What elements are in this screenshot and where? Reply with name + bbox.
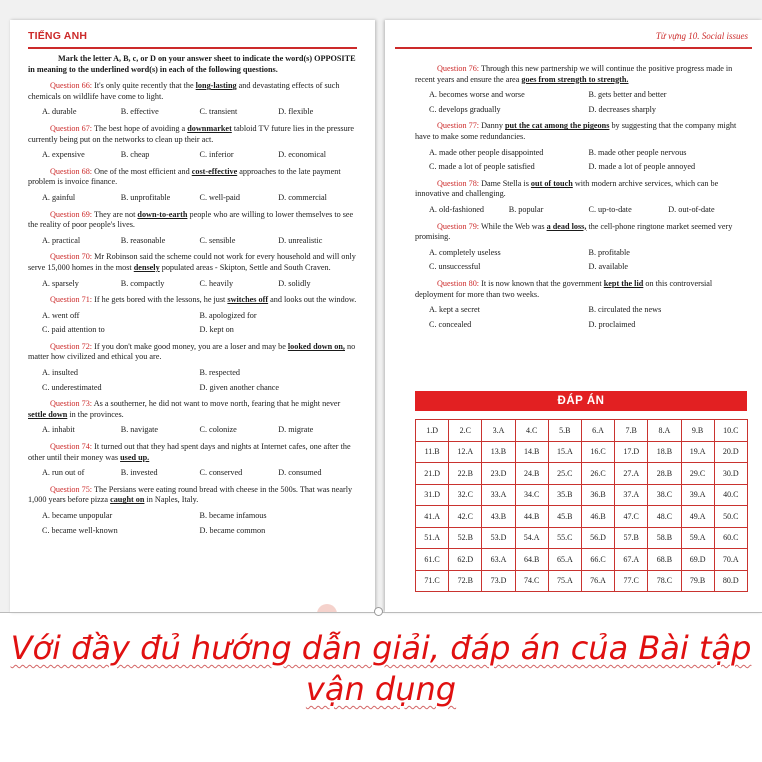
answer-cell: 55.C [548, 527, 581, 549]
question-stem: They are not [93, 209, 136, 219]
question-number: Question 77: [437, 121, 480, 131]
answer-row [416, 420, 748, 442]
option-d[interactable]: D. flexible [278, 107, 314, 117]
question-stem: It's only quite recently that the [94, 81, 194, 91]
option-d[interactable]: D. unrealistic [278, 235, 323, 245]
answer-cell: 76.A [581, 570, 614, 592]
answer-cell: 68.B [648, 549, 681, 571]
question-stem: It is now known that the government [481, 278, 602, 288]
question-item [415, 179, 748, 216]
answer-cell: 65.A [548, 549, 581, 571]
answer-cell: 6.A [581, 420, 614, 442]
answer-cell: 49.A [681, 506, 714, 528]
promo-caption: Với đầy đủ hướng dẫn giải, đáp án của Bài tập vận dụng [10, 629, 752, 708]
question-stem: Dame Stella is [481, 178, 529, 188]
answer-cell: 4.C [515, 420, 548, 442]
question-item [415, 279, 748, 330]
question-item [28, 295, 357, 336]
option-b[interactable]: B. apologized for [199, 310, 257, 320]
question-number: Question 68: [50, 166, 93, 176]
underlined-target: densely [133, 262, 160, 272]
answer-options [28, 193, 357, 204]
underlined-target: goes from strength to strength. [521, 74, 629, 84]
option-c[interactable]: C. up-to-date [588, 204, 632, 214]
option-a[interactable]: A. run out of [42, 468, 85, 478]
question-stem: If he gets bored with the lessons, he just [94, 295, 226, 305]
option-a[interactable]: A. inhabit [42, 425, 75, 435]
option-d[interactable]: D. solidly [278, 278, 311, 288]
answer-cell: 33.A [482, 484, 515, 506]
answer-cell: 53.D [482, 527, 515, 549]
option-c[interactable]: C. underestimated [42, 382, 102, 392]
option-a[interactable]: A. kept a secret [429, 305, 480, 315]
answer-cell: 44.B [515, 506, 548, 528]
option-d[interactable]: D. proclaimed [588, 319, 636, 329]
answer-cell: 32.C [449, 484, 482, 506]
answer-cell: 19.A [681, 441, 714, 463]
question-number: Question 69: [50, 209, 93, 219]
question-text [415, 179, 748, 200]
answer-row [416, 570, 748, 592]
answer-cell: 63.A [482, 549, 515, 571]
question-text [415, 64, 748, 85]
option-a[interactable]: A. became unpopular [42, 511, 113, 520]
option-a[interactable]: A. made other people disappointed [429, 147, 544, 157]
option-b[interactable]: B. navigate [120, 425, 159, 435]
option-a[interactable]: A. gainful [42, 192, 76, 202]
answer-cell: 1.D [416, 420, 449, 442]
question-stem-end: populated areas - Skipton, Settle and South Craven. [161, 262, 331, 272]
answer-key-table [415, 419, 748, 592]
option-d[interactable]: D. available [588, 262, 629, 272]
question-stem-end: the cell-phone ringtone market seemed very promising. [415, 221, 733, 242]
answer-options [415, 248, 748, 273]
question-text [415, 222, 748, 243]
underlined-target: kept the lid [603, 278, 644, 288]
answer-cell: 42.C [449, 506, 482, 528]
option-a[interactable]: A. old-fashioned [429, 204, 485, 214]
question-item [415, 64, 748, 115]
question-stem: As a southerner, he did not want to move north, fearing that he might never [93, 399, 341, 409]
question-item [28, 342, 357, 393]
answer-cell: 12.A [449, 441, 482, 463]
question-item [28, 210, 357, 247]
question-text [28, 124, 357, 145]
option-c[interactable]: C. transient [199, 107, 238, 117]
question-item [28, 252, 357, 289]
option-a[interactable]: A. went off [42, 310, 80, 320]
question-list [28, 81, 357, 536]
question-stem: Danny [481, 121, 503, 131]
answer-cell: 40.C [714, 484, 747, 506]
header-rule [395, 47, 752, 49]
question-text [28, 81, 357, 102]
option-a[interactable]: A. durable [42, 107, 77, 117]
answer-cell: 69.D [681, 549, 714, 571]
option-d[interactable]: D. decreases sharply [588, 104, 657, 114]
header-rule [28, 47, 357, 49]
option-b[interactable]: B. respected [199, 368, 240, 378]
underlined-target: settle down [28, 409, 68, 419]
underlined-target: a dead loss, [546, 221, 587, 231]
answer-cell: 67.A [615, 549, 648, 571]
option-d[interactable]: D. given another chance [199, 382, 280, 392]
option-b[interactable]: B. circulated the news [588, 305, 662, 315]
answer-options [28, 236, 357, 247]
answer-options [28, 368, 357, 393]
answer-options [28, 107, 357, 118]
answer-cell: 50.C [714, 506, 747, 528]
question-stem-end: tabloid TV future lies in the pressure currently being put on the networks to clean up their act. [28, 123, 355, 144]
option-a[interactable]: A. expensive [42, 150, 85, 160]
answer-cell: 70.A [714, 549, 747, 571]
answer-options [28, 311, 357, 336]
underlined-target: put the cat among the pigeons [505, 121, 610, 131]
option-c[interactable]: C. inferior [199, 150, 234, 160]
answer-options [28, 511, 357, 536]
underlined-target: out of touch [530, 178, 573, 188]
question-stem: One of the most efficient and [94, 166, 190, 176]
question-item [415, 121, 748, 172]
option-b[interactable]: B. invested [120, 468, 158, 478]
answer-key-heading: ĐÁP ÁN [415, 391, 747, 411]
option-c[interactable]: C. concealed [429, 319, 472, 329]
question-text [28, 485, 357, 506]
question-stem-end: approaches to the late payment problem is invoice finance. [28, 166, 341, 187]
question-number: Question 66: [50, 81, 93, 91]
question-number: Question 67: [50, 123, 93, 133]
answer-cell: 64.B [515, 549, 548, 571]
instructions: Mark the letter A, B, c, or D on your answer sheet to indicate the word(s) OPPOSITE in meaning to the underlined word(s) in each of the following questions. [28, 54, 356, 74]
option-b[interactable]: B. unprofitable [120, 192, 171, 202]
left-page-content [28, 54, 357, 536]
question-item [28, 442, 357, 479]
answer-cell: 11.B [416, 441, 449, 463]
answer-cell: 8.A [648, 420, 681, 442]
question-stem: While the Web was [480, 221, 545, 231]
underlined-target: used up. [120, 452, 150, 462]
question-number: Question 75: [50, 484, 93, 494]
option-b[interactable]: B. cheap [120, 150, 150, 160]
answer-options [28, 468, 357, 479]
question-stem: The Persians were eating round bread with cheese in the 500s. That was nearly 1,000 years before pizza [28, 484, 353, 505]
answer-cell: 26.C [581, 463, 614, 485]
underlined-target: cost-effective [191, 166, 238, 176]
question-number: Question 71: [50, 295, 93, 305]
question-text [28, 442, 357, 463]
question-number: Question 80: [437, 278, 480, 288]
underlined-target: down-to-earth [137, 209, 188, 219]
answer-cell: 77.C [615, 570, 648, 592]
option-d[interactable]: D. economical [278, 150, 326, 160]
option-b[interactable]: B. gets better and better [588, 90, 667, 100]
answer-options [415, 90, 748, 115]
answer-cell: 59.A [681, 527, 714, 549]
option-b[interactable]: B. reasonable [120, 235, 166, 245]
answer-cell: 80.D [714, 570, 747, 592]
answer-cell: 78.C [648, 570, 681, 592]
logo-watermark-icon [317, 604, 337, 612]
answer-cell: 56.D [581, 527, 614, 549]
answer-cell: 60.C [714, 527, 747, 549]
right-page [385, 20, 762, 612]
answer-cell: 58.B [648, 527, 681, 549]
answer-row [416, 484, 748, 506]
option-b[interactable]: B. effective [120, 107, 159, 117]
option-a[interactable]: A. practical [42, 235, 81, 245]
answer-cell: 30.D [714, 463, 747, 485]
answer-cell: 17.D [615, 441, 648, 463]
answer-cell: 45.B [548, 506, 581, 528]
answer-cell: 46.B [581, 506, 614, 528]
option-c[interactable]: C. conserved [199, 468, 243, 478]
answer-cell: 36.B [581, 484, 614, 506]
answer-cell: 52.B [449, 527, 482, 549]
answer-cell: 37.A [615, 484, 648, 506]
answer-cell: 13.B [482, 441, 515, 463]
option-c[interactable]: C. colonize [199, 425, 237, 435]
answer-cell: 75.A [548, 570, 581, 592]
option-c[interactable]: C. develops gradually [429, 104, 501, 114]
answer-cell: 61.C [416, 549, 449, 571]
question-text [28, 295, 357, 306]
answer-cell: 35.B [548, 484, 581, 506]
underlined-target: looked down on, [287, 341, 345, 351]
answer-cell: 16.C [581, 441, 614, 463]
question-stem-end: in the provinces. [69, 409, 124, 419]
page-handle-icon[interactable] [374, 607, 383, 616]
question-stem: The best hope of avoiding a [93, 123, 186, 133]
question-number: Question 79: [437, 221, 480, 231]
answer-cell: 72.B [449, 570, 482, 592]
option-a[interactable]: A. completely useless [429, 247, 501, 257]
answer-cell: 66.C [581, 549, 614, 571]
option-d[interactable]: D. consumed [278, 468, 322, 478]
answer-row [416, 527, 748, 549]
left-page [10, 20, 375, 612]
question-text [28, 342, 357, 363]
answer-cell: 34.C [515, 484, 548, 506]
right-page-content [415, 58, 748, 330]
answer-options [28, 425, 357, 436]
option-a[interactable]: A. sparsely [42, 278, 79, 288]
option-b[interactable]: B. compactly [120, 278, 165, 288]
underlined-target: switches off [227, 295, 269, 305]
answer-row [416, 463, 748, 485]
question-number: Question 74: [50, 442, 93, 452]
option-d[interactable]: D. out-of-date [668, 204, 715, 214]
question-text [28, 167, 357, 188]
underlined-target: caught on [110, 495, 145, 505]
answer-cell: 57.B [615, 527, 648, 549]
option-b[interactable]: B. became infamous [199, 511, 267, 520]
question-stem-end: and looks out the window. [270, 295, 357, 305]
option-d[interactable]: D. kept on [199, 325, 234, 335]
question-stem-end: by suggesting that the company might have to make some redundancies. [415, 121, 737, 141]
answer-cell: 23.D [482, 463, 515, 485]
option-c[interactable]: C. made a lot of people satisfied [429, 162, 535, 172]
question-stem-end: on this controversial deployment for more than two weeks. [415, 278, 713, 299]
question-item [28, 167, 357, 204]
option-a[interactable]: A. becomes worse and worse [429, 90, 525, 100]
answer-cell: 39.A [681, 484, 714, 506]
answer-cell: 54.A [515, 527, 548, 549]
answer-cell: 38.C [648, 484, 681, 506]
answer-options [415, 205, 748, 216]
question-item [28, 399, 357, 436]
option-b[interactable]: B. profitable [588, 247, 630, 257]
question-item [28, 81, 357, 118]
answer-cell: 62.D [449, 549, 482, 571]
answer-cell: 2.C [449, 420, 482, 442]
question-item [28, 124, 357, 161]
question-number: Question 73: [50, 399, 93, 409]
question-item [415, 222, 748, 273]
answer-cell: 3.A [482, 420, 515, 442]
option-c[interactable]: C. well-paid [199, 192, 240, 202]
option-c[interactable]: C. unsuccessful [429, 262, 481, 272]
option-d[interactable]: D. made a lot of people annoyed [588, 162, 696, 172]
answer-cell: 24.B [515, 463, 548, 485]
question-number: Question 78: [437, 178, 480, 188]
answer-row [416, 506, 748, 528]
question-list [415, 64, 748, 330]
answer-cell: 10.C [714, 420, 747, 442]
question-text [28, 252, 357, 273]
question-stem-end: in Naples, Italy. [146, 495, 199, 505]
answer-cell: 25.C [548, 463, 581, 485]
answer-options [28, 279, 357, 290]
answer-cell: 71.C [416, 570, 449, 592]
subject-header: TIẾNG ANH [28, 30, 88, 42]
answer-cell: 9.B [681, 420, 714, 442]
answer-row [416, 549, 748, 571]
answer-cell: 7.B [615, 420, 648, 442]
answer-cell: 41.A [416, 506, 449, 528]
option-b[interactable]: B. popular [508, 204, 544, 214]
answer-options [415, 305, 748, 330]
question-stem: Mr Robinson said the scheme could not work for every household and will only serve 15,000 homes in the most [28, 252, 356, 272]
answer-cell: 15.A [548, 441, 581, 463]
answer-row [416, 441, 748, 463]
option-d[interactable]: D. migrate [278, 425, 314, 435]
answer-cell: 18.B [648, 441, 681, 463]
question-text [28, 210, 357, 231]
option-c[interactable]: C. paid attention to [42, 325, 105, 335]
answer-cell: 28.B [648, 463, 681, 485]
answer-cell: 47.C [615, 506, 648, 528]
answer-options [28, 150, 357, 161]
question-stem-end: with modern archive services, which can be innovative and challenging. [415, 178, 719, 199]
question-stem-end: and devastating effects of such chemicals on wildlife have come to light. [28, 81, 340, 101]
question-number: Question 70: [50, 252, 93, 262]
option-c[interactable]: C. sensible [199, 235, 236, 245]
answer-cell: 48.C [648, 506, 681, 528]
answer-cell: 14.B [515, 441, 548, 463]
option-a[interactable]: A. insulted [42, 368, 78, 378]
answer-cell: 20.D [714, 441, 747, 463]
question-item [28, 485, 357, 536]
question-stem-end: no matter how civilized and ethical you are. [28, 341, 356, 362]
question-text [415, 121, 748, 142]
chapter-header: Từ vựng 10. Social issues [655, 31, 748, 41]
underlined-target: downmarket [187, 123, 232, 133]
question-stem: It turned out that they had spent days and nights at Internet cafes, one after the other until their money was [28, 442, 351, 462]
question-number: Question 76: [437, 64, 480, 73]
answer-cell: 73.D [482, 570, 515, 592]
question-number: Question 72: [50, 341, 93, 351]
answer-cell: 31.D [416, 484, 449, 506]
option-d[interactable]: D. commercial [278, 192, 327, 202]
answer-cell: 5.B [548, 420, 581, 442]
question-stem-end: people who are willing to lower themselves to see the reality of poor people's lives. [28, 209, 354, 230]
option-d[interactable]: D. became common [199, 525, 266, 535]
answer-options [415, 148, 748, 173]
answer-cell: 43.B [482, 506, 515, 528]
question-stem: If you don't make good money, you are a loser and may be [94, 341, 286, 351]
answer-cell: 22.B [449, 463, 482, 485]
answer-cell: 51.A [416, 527, 449, 549]
option-b[interactable]: B. made other people nervous [588, 147, 687, 157]
answer-cell: 27.A [615, 463, 648, 485]
answer-cell: 21.D [416, 463, 449, 485]
option-c[interactable]: C. became well-known [42, 525, 118, 535]
question-text [415, 279, 748, 300]
option-c[interactable]: C. heavily [199, 278, 234, 288]
answer-cell: 79.B [681, 570, 714, 592]
question-stem: Through this new partnership we will continue the positive progress made in recent years and ensure the area [415, 64, 733, 84]
question-text [28, 399, 357, 420]
underlined-target: long-lasting [195, 81, 237, 91]
answer-cell: 29.C [681, 463, 714, 485]
answer-cell: 74.C [515, 570, 548, 592]
